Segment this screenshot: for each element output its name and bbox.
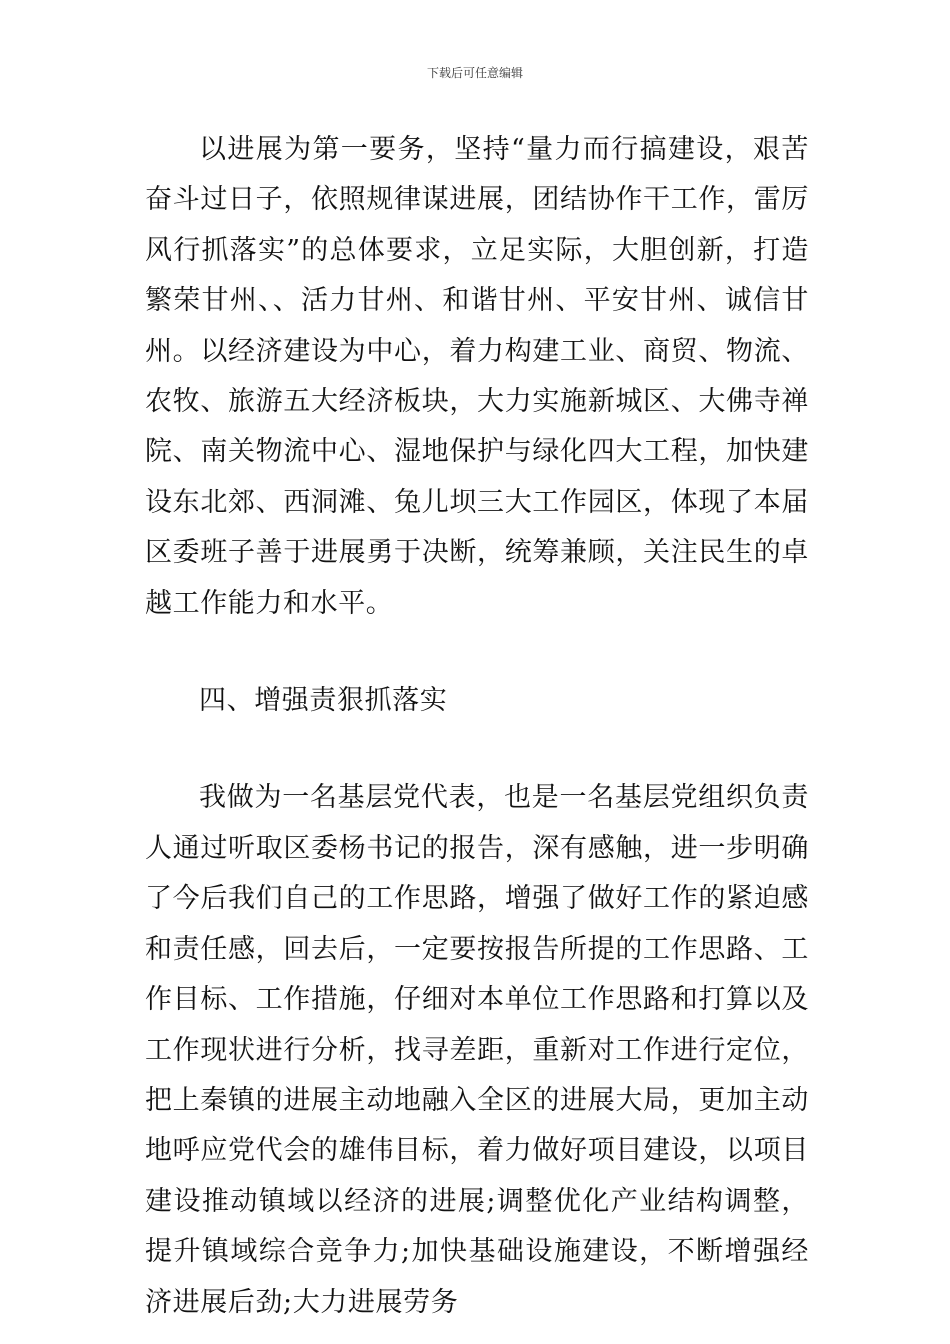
body-paragraph-1: 以进展为第一要务，坚持“量力而行搞建设，艰苦奋斗过日子，依照规律谋进展，团结协作干工作，雷厉风行抓落实”的总体要求，立足实际，大胆创新，打造繁荣甘州、、活力甘州、和谐甘州、平安甘州、诚信甘州。以经济建设为中心，着力构建工业、商贸、物流、农牧、旅游五大经济板块，大力实施新城区、大佛寺禅院、南关物流中心、湿地保护与绿化四大工程，加快建设东北郊、西洞滩、兔儿坝三大工作园区，体现了本届区委班子善于进展勇于决断，统筹兼顾，关注民生的卓越工作能力和水平。 xyxy=(145,134,809,619)
body-paragraph-2: 我做为一名基层党代表，也是一名基层党组织负责人通过听取区委杨书记的报告，深有感触，进一步明确了今后我们自己的工作思路，增强了做好工作的紧迫感和责任感，回去后，一定要按报告所提的工作思路、工作目标、工作措施，仔细对本单位工作思路和打算以及工作现状进行分析，找寻差距，重新对工作进行定位，把上秦镇的进展主动地融入全区的进展大局，更加主动地呼应党代会的雄伟目标，着力做好项目建设，以项目建设推动镇域以经济的进展;调整优化产业结构调整，提升镇域综合竞争力;加快基础设施建设，不断增强经济进展后劲;大力进展劳务 xyxy=(145,782,809,1318)
header-note: 下载后可任意编辑 xyxy=(426,66,523,80)
document-body xyxy=(145,125,809,1328)
page-header xyxy=(0,64,950,82)
section-heading: 四、增强责狠抓落实 xyxy=(199,685,448,717)
